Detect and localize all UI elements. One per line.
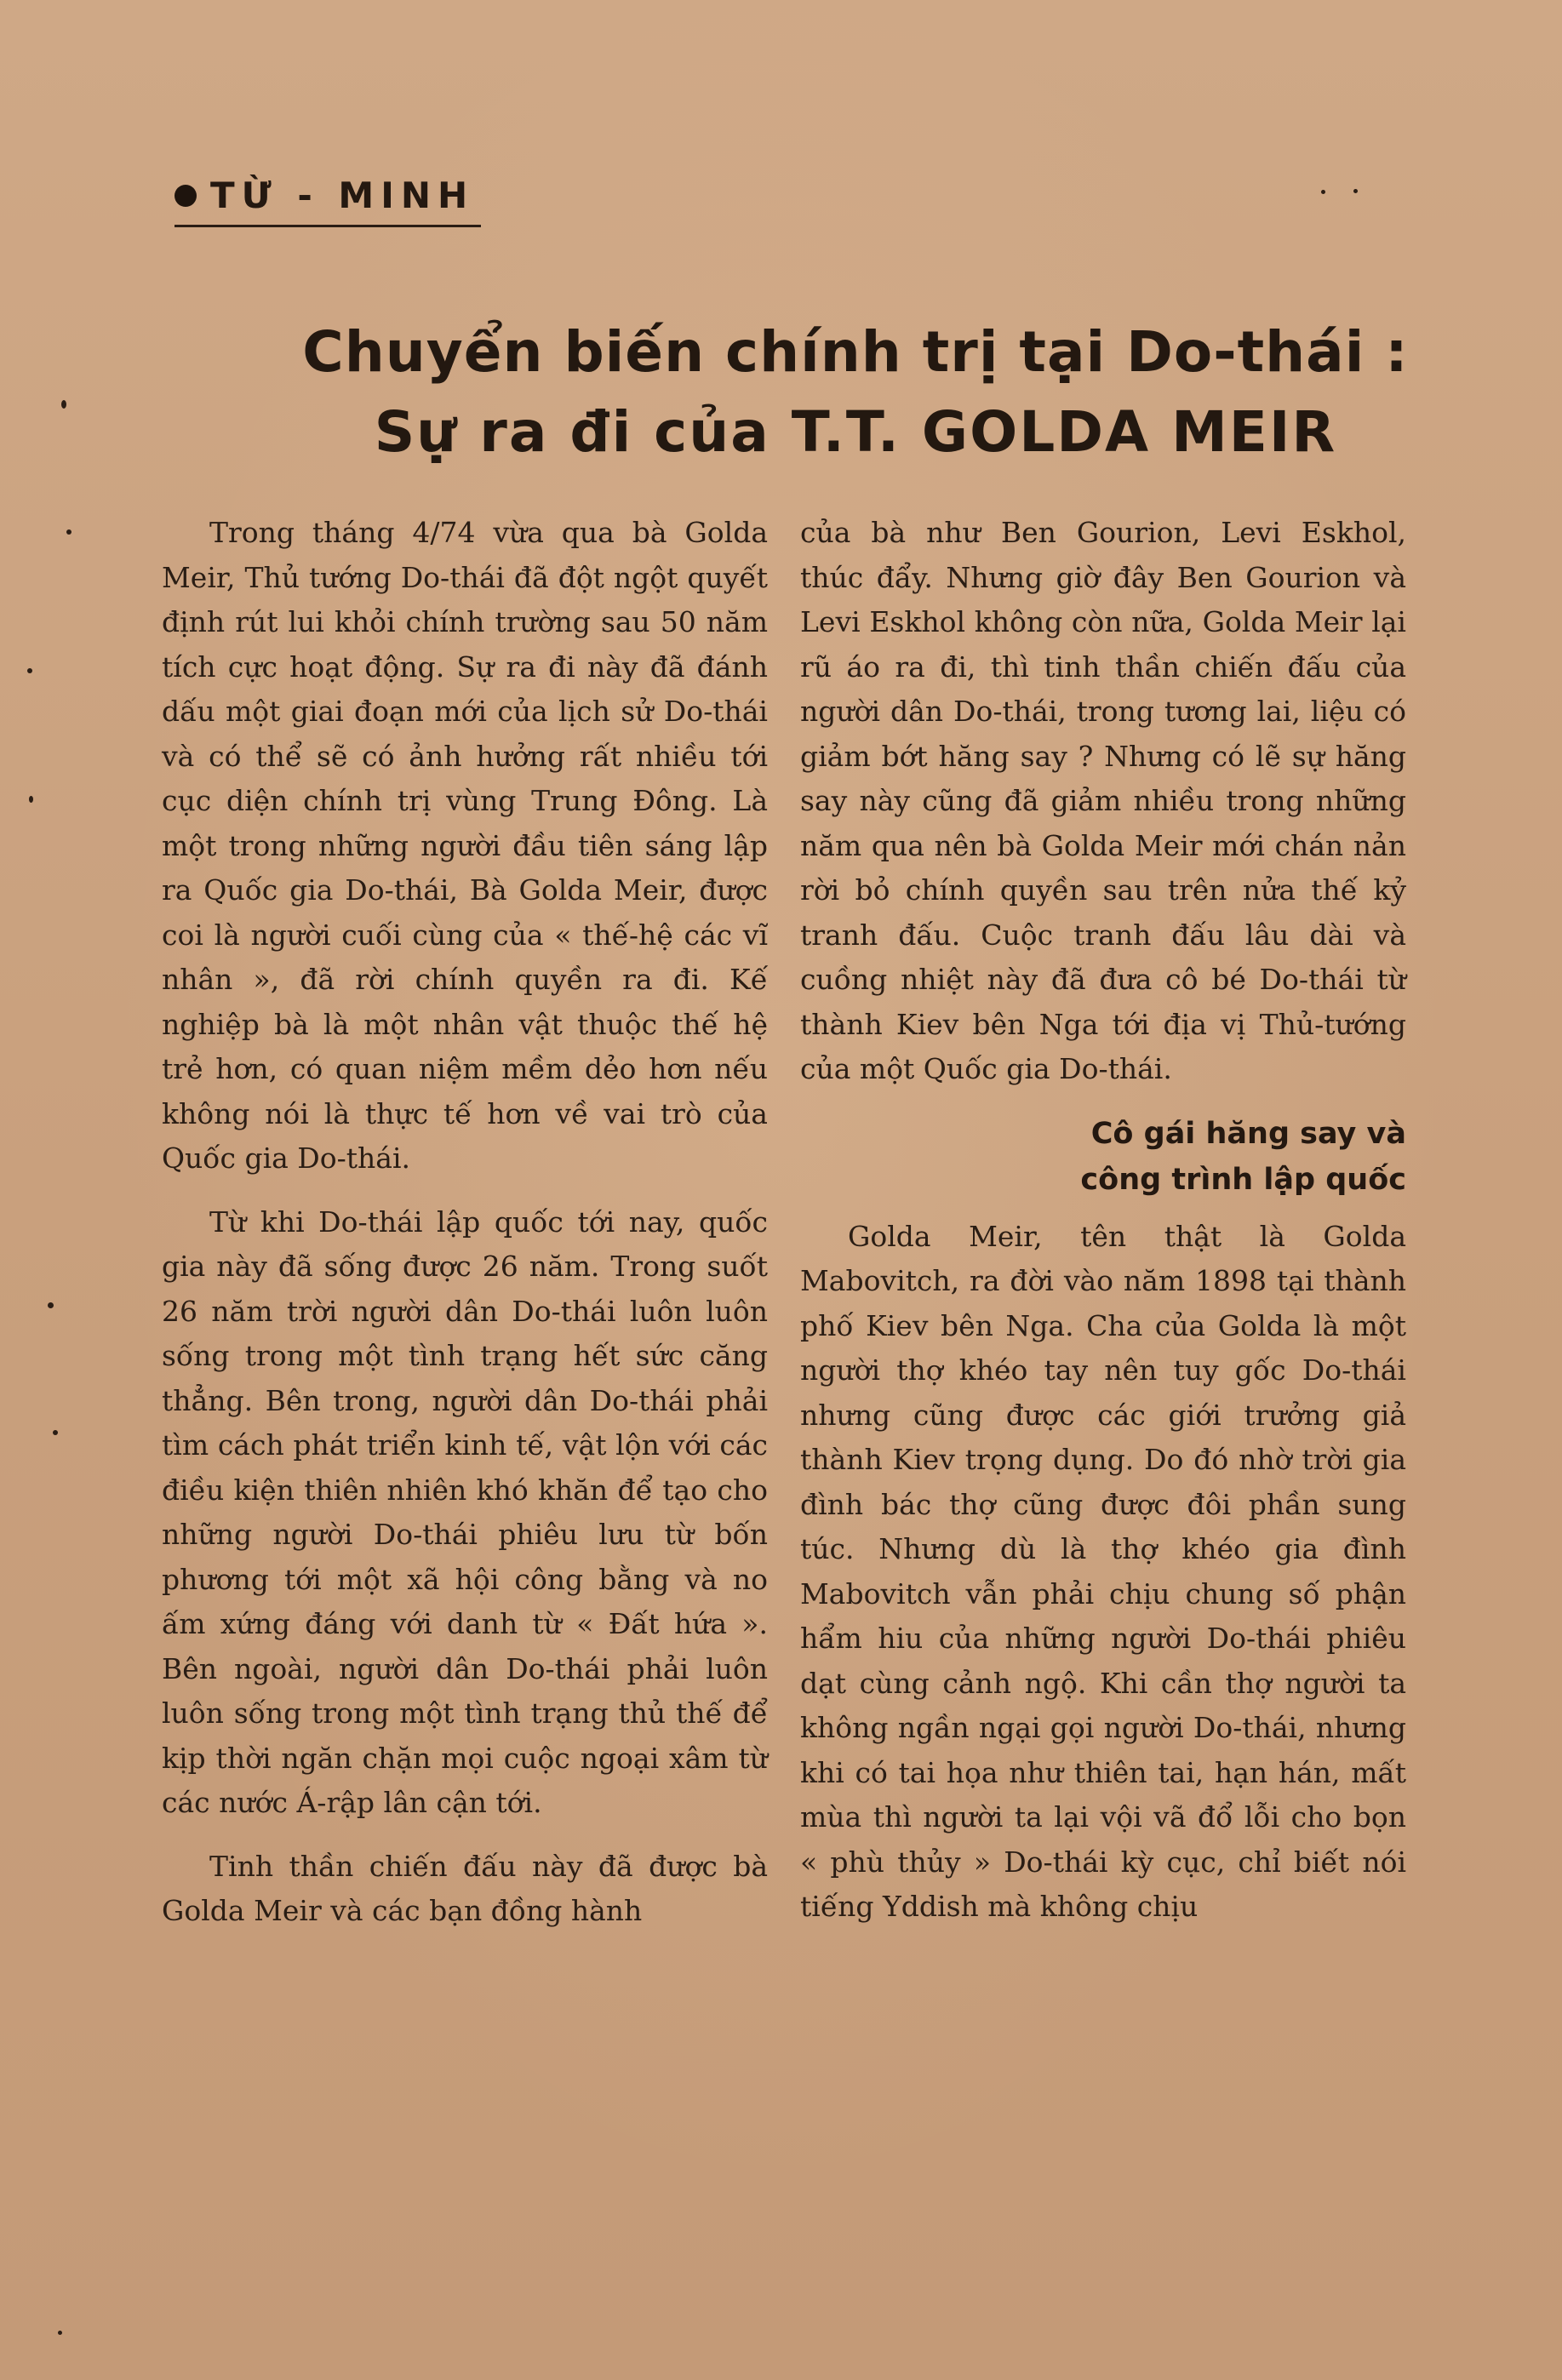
paper-speck	[27, 668, 32, 673]
paper-speck	[61, 400, 66, 409]
paragraph: của bà như Ben Gourion, Levi Eskhol, thúc đẩy. Nhưng giờ đây Ben Gourion và Levi Eskhol không còn nữa, Golda Meir lại rũ áo ra đi, thì tinh thần chiến đấu của người dân Do-thái, trong tương lai, liệu có giảm bớt hăng say ? Nhưng có lẽ sự hăng say này cũng đã giảm nhiều trong những năm qua nên bà Golda Meir mới chán nản rời bỏ chính quyền sau trên nửa thế kỷ tranh đấu. Cuộc tranh đấu lâu dài và cuồng nhiệt này đã đưa cô bé Do-thái từ thành Kiev bên Nga tới địa vị Thủ-tướng của một Quốc gia Do-thái.	[800, 516, 1406, 1085]
paper-speck	[48, 1302, 54, 1308]
author-name: TỪ - MINH	[210, 174, 475, 216]
paper-speck	[1353, 189, 1358, 193]
section-subheading	[800, 1111, 1406, 1203]
paragraph: Trong tháng 4/74 vừa qua bà Golda Meir, Thủ tướng Do-thái đã đột ngột quyết định rút lui khỏi chính trường sau 50 năm tích cực hoạt động. Sự ra đi này đã đánh dấu một giai đoạn mới của lịch sử Do-thái và có thể sẽ có ảnh hưởng rất nhiều tới cục diện chính trị vùng Trung Đông. Là một trong những người đầu tiên sáng lập ra Quốc gia Do-thái, Bà Golda Meir, được coi là người cuối cùng của « thế-hệ các vĩ nhân », đã rời chính quyền ra đi. Kế nghiệp bà là một nhân vật thuộc thế hệ trẻ hơn, có quan niệm mềm dẻo hơn nếu không nói là thực tế hơn về vai trò của Quốc gia Do-thái.	[162, 516, 768, 1175]
left-column	[162, 511, 768, 1953]
title-line-1: Chuyển biến chính trị tại Do-thái :	[302, 319, 1409, 385]
title-line-2: Sự ra đi của T.T. GOLDA MEIR	[374, 399, 1337, 465]
paper-speck	[29, 796, 33, 803]
paragraph: Golda Meir, tên thật là Golda Mabovitch, ra đời vào năm 1898 tại thành phố Kiev bên Nga. Cha của Golda là một người thợ khéo tay nên tuy gốc Do-thái nhưng cũng được các giới trưởng giả thành Kiev trọng dụng. Do đó nhờ trời gia đình bác thợ cũng được đôi phần sung túc. Nhưng dù là thợ khéo gia đình Mabovitch vẫn phải chịu chung số phận hẩm hiu của những người Do-thái phiêu dạt cùng cảnh ngộ. Khi cần thợ người ta không ngần ngại gọi người Do-thái, nhưng khi có tai họa như thiên tai, hạn hán, mất mùa thì người ta lại vội vã đổ lỗi cho bọn « phù thủy » Do-thái kỳ cục, chỉ biết nói tiếng Yddish mà không chịu	[800, 1219, 1406, 1923]
article-title	[281, 315, 1430, 475]
subheading-line-2: công trình lập quốc	[1080, 1162, 1406, 1197]
subheading-line-1: Cô gái hăng say và	[1090, 1116, 1406, 1151]
paper-speck	[1321, 190, 1325, 194]
paragraph: Từ khi Do-thái lập quốc tới nay, quốc gia này đã sống được 26 năm. Trong suốt 26 năm trời người dân Do-thái luôn luôn sống trong một tình trạng hết sức căng thẳng. Bên trong, người dân Do-thái phải tìm cách phát triển kinh tế, vật lộn với các điều kiện thiên nhiên khó khăn để tạo cho những người Do-thái phiêu lưu từ bốn phương tới một xã hội công bằng và no ấm xứng đáng với danh từ « Đất hứa ». Bên ngoài, người dân Do-thái phải luôn luôn sống trong một tình trạng thủ thế để kịp thời ngăn chặn mọi cuộc ngoại xâm từ các nước Á-rập lân cận tới.	[162, 1204, 768, 1819]
paragraph: Tinh thần chiến đấu này đã được bà Golda Meir và các bạn đồng hành	[162, 1849, 768, 1927]
bullet-dot-icon	[175, 185, 197, 207]
paper-speck	[53, 1430, 58, 1435]
paper-speck	[66, 529, 72, 535]
paper-speck	[58, 2331, 62, 2335]
author-byline	[175, 174, 481, 227]
right-column	[800, 511, 1406, 1948]
